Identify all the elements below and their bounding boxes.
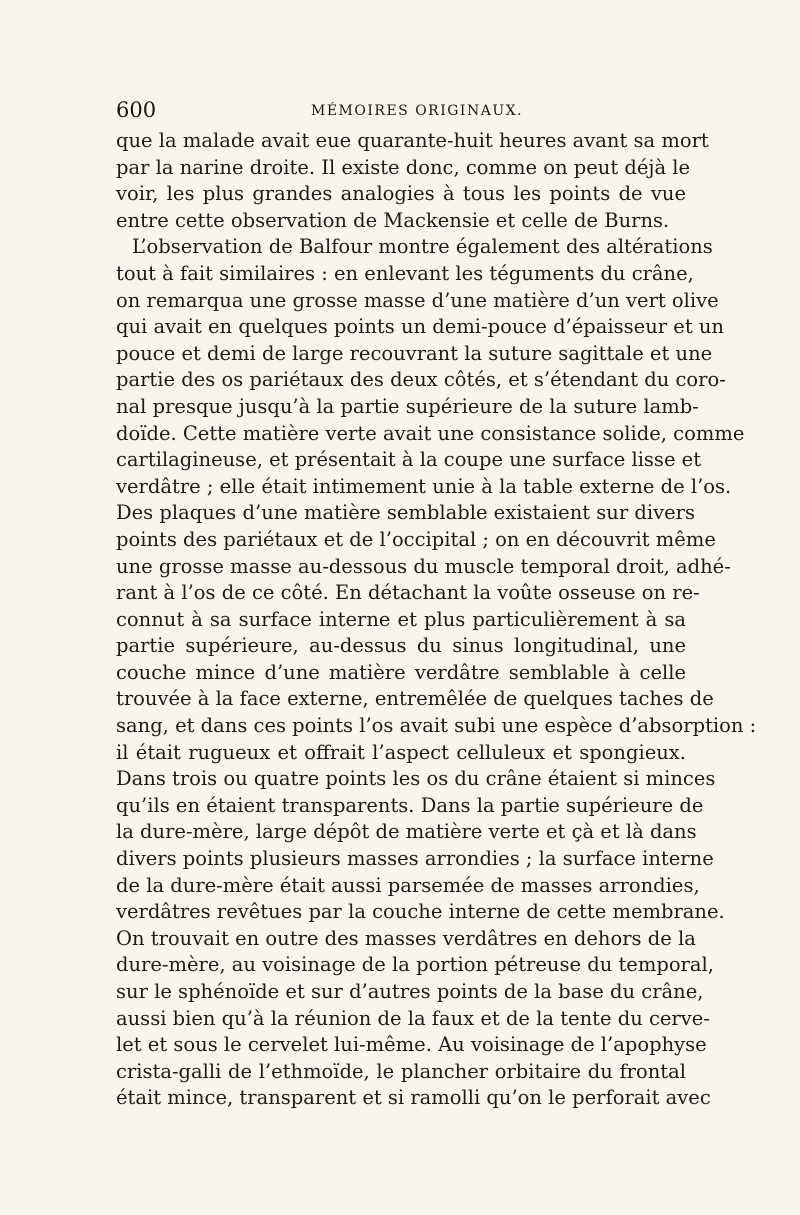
text-line: entre cette observation de Mackensie et celle de Burns. xyxy=(116,208,670,232)
text-line: partie supérieure, au-dessus du sinus longitudinal, une xyxy=(116,634,686,658)
text-line: trouvée à la face externe, entremêlée de quelques taches de xyxy=(116,687,714,711)
text-line: connut à sa surface interne et plus particulièrement à sa xyxy=(116,607,686,631)
text-line: qu’ils en étaient transparents. Dans la partie supérieure de xyxy=(116,793,704,817)
body-text xyxy=(116,128,757,1112)
running-title: MÉMOIRES ORIGINAUX. xyxy=(311,103,524,119)
text-line: cartilagineuse, et présentait à la coupe une surface lisse et xyxy=(116,448,702,472)
text-line: nal presque jusqu’à la partie supérieure de la suture lamb- xyxy=(116,394,699,418)
text-line: voir, les plus grandes analogies à tous les points de vue xyxy=(116,182,686,206)
text-line: divers points plusieurs masses arrondies ; la surface interne xyxy=(116,847,714,871)
text-line: tout à fait similaires : en enlevant les téguments du crâne, xyxy=(116,261,694,285)
text-line: Dans trois ou quatre points les os du crâne étaient si minces xyxy=(116,767,716,791)
text-line: que la malade avait eue quarante-huit heures avant sa mort xyxy=(116,129,709,152)
text-line: couche mince d’une matière verdâtre semblable à celle xyxy=(116,660,686,684)
text-line: rant à l’os de ce côté. En détachant la voûte osseuse on re- xyxy=(116,581,700,605)
text-line: verdâtre ; elle était intimement unie à la table externe de l’os. xyxy=(116,474,732,498)
text-line: sur le sphénoïde et sur d’autres points de la base du crâne, xyxy=(116,980,704,1003)
page-number: 600 xyxy=(116,98,157,122)
text-line: une grosse masse au-dessous du muscle temporal droit, adhé- xyxy=(116,554,731,578)
text-line: crista-galli de l’ethmoïde, le plancher orbitaire du frontal xyxy=(116,1059,686,1083)
text-line: verdâtres revêtues par la couche interne de cette membrane. xyxy=(116,900,725,924)
text-line: L’observation de Balfour montre également des altérations xyxy=(132,235,713,259)
text-line: sang, et dans ces points l’os avait subi une espèce d’absorption : xyxy=(116,714,757,738)
text-line: partie des os pariétaux des deux côtés, et s’étendant du coro- xyxy=(116,368,726,392)
text-line: on remarqua une grosse masse d’une matière d’un vert olive xyxy=(116,288,719,312)
text-line: par la narine droite. Il existe donc, comme on peut déjà le xyxy=(116,155,691,179)
text-line: de la dure-mère était aussi parsemée de masses arrondies, xyxy=(116,873,700,897)
text-line: la dure-mère, large dépôt de matière verte et çà et là dans xyxy=(116,820,697,844)
text-line: dure-mère, au voisinage de la portion pétreuse du temporal, xyxy=(116,953,714,977)
text-line: qui avait en quelques points un demi-pouce d’épaisseur et un xyxy=(116,315,724,339)
text-line: let et sous le cervelet lui-même. Au voisinage de l’apophyse xyxy=(116,1033,707,1057)
text-line: était mince, transparent et si ramolli qu’on le perforait avec xyxy=(116,1086,711,1110)
page-header xyxy=(116,98,686,122)
text-line: Des plaques d’une matière semblable existaient sur divers xyxy=(116,501,695,525)
text-line: aussi bien qu’à la réunion de la faux et de la tente du cerve- xyxy=(116,1006,710,1030)
text-line: il était rugueux et offrait l’aspect celluleux et spongieux. xyxy=(116,740,686,764)
text-line: On trouvait en outre des masses verdâtres en dehors de la xyxy=(116,926,696,950)
text-line: points des pariétaux et de l’occipital ; on en découvrit même xyxy=(116,527,716,551)
text-line: pouce et demi de large recouvrant la suture sagittale et une xyxy=(116,341,713,365)
text-line: doïde. Cette matière verte avait une consistance solide, comme xyxy=(116,421,745,445)
